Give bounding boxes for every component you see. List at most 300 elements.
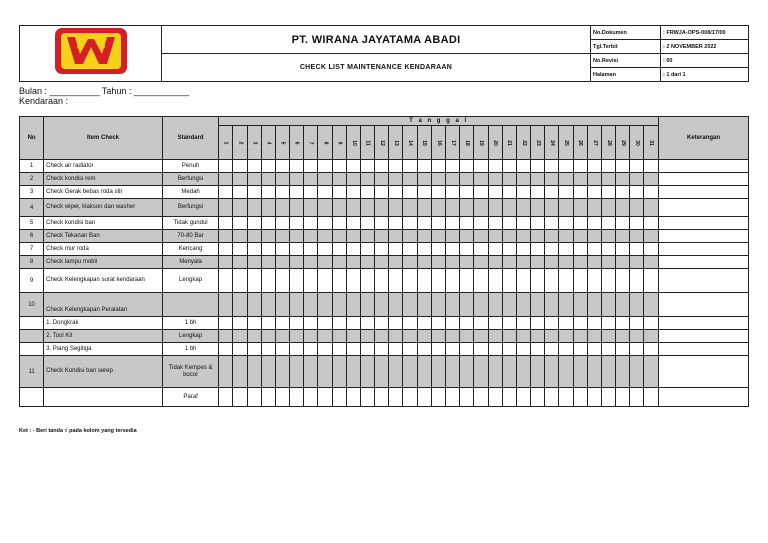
day-check-cell[interactable] [431, 330, 445, 343]
day-check-cell[interactable] [233, 343, 247, 356]
day-check-cell[interactable] [275, 269, 289, 293]
day-check-cell[interactable] [417, 217, 431, 230]
day-check-cell[interactable] [531, 293, 545, 317]
day-check-cell[interactable] [431, 388, 445, 407]
day-check-cell[interactable] [601, 230, 615, 243]
day-check-cell[interactable] [573, 186, 587, 199]
day-check-cell[interactable] [346, 356, 360, 388]
day-check-cell[interactable] [247, 269, 261, 293]
day-check-cell[interactable] [587, 269, 601, 293]
day-check-cell[interactable] [474, 199, 488, 217]
day-check-cell[interactable] [332, 256, 346, 269]
day-check-cell[interactable] [275, 199, 289, 217]
day-check-cell[interactable] [587, 330, 601, 343]
day-check-cell[interactable] [332, 343, 346, 356]
day-check-cell[interactable] [516, 160, 530, 173]
day-check-cell[interactable] [630, 330, 644, 343]
day-check-cell[interactable] [559, 269, 573, 293]
day-check-cell[interactable] [460, 269, 474, 293]
day-check-cell[interactable] [290, 173, 304, 186]
day-check-cell[interactable] [474, 256, 488, 269]
day-check-cell[interactable] [417, 173, 431, 186]
day-check-cell[interactable] [616, 217, 630, 230]
day-check-cell[interactable] [318, 217, 332, 230]
day-check-cell[interactable] [573, 256, 587, 269]
day-check-cell[interactable] [431, 173, 445, 186]
day-check-cell[interactable] [375, 230, 389, 243]
day-check-cell[interactable] [290, 269, 304, 293]
day-check-cell[interactable] [332, 173, 346, 186]
day-check-cell[interactable] [630, 356, 644, 388]
day-check-cell[interactable] [488, 160, 502, 173]
day-check-cell[interactable] [261, 230, 275, 243]
day-check-cell[interactable] [261, 356, 275, 388]
day-check-cell[interactable] [446, 230, 460, 243]
day-check-cell[interactable] [389, 173, 403, 186]
day-check-cell[interactable] [332, 293, 346, 317]
day-check-cell[interactable] [275, 160, 289, 173]
day-check-cell[interactable] [446, 160, 460, 173]
day-check-cell[interactable] [545, 160, 559, 173]
day-check-cell[interactable] [417, 343, 431, 356]
day-check-cell[interactable] [616, 293, 630, 317]
day-check-cell[interactable] [431, 243, 445, 256]
day-check-cell[interactable] [573, 356, 587, 388]
day-check-cell[interactable] [346, 160, 360, 173]
day-check-cell[interactable] [318, 317, 332, 330]
day-check-cell[interactable] [261, 199, 275, 217]
day-check-cell[interactable] [219, 173, 233, 186]
day-check-cell[interactable] [318, 293, 332, 317]
day-check-cell[interactable] [630, 160, 644, 173]
day-check-cell[interactable] [502, 343, 516, 356]
day-check-cell[interactable] [545, 293, 559, 317]
day-check-cell[interactable] [644, 330, 659, 343]
day-check-cell[interactable] [219, 186, 233, 199]
day-check-cell[interactable] [644, 269, 659, 293]
day-check-cell[interactable] [219, 356, 233, 388]
day-check-cell[interactable] [516, 293, 530, 317]
day-check-cell[interactable] [261, 160, 275, 173]
day-check-cell[interactable] [601, 317, 615, 330]
day-check-cell[interactable] [630, 230, 644, 243]
keterangan-cell[interactable] [659, 243, 749, 256]
day-check-cell[interactable] [346, 293, 360, 317]
day-check-cell[interactable] [460, 199, 474, 217]
day-check-cell[interactable] [318, 173, 332, 186]
day-check-cell[interactable] [403, 217, 417, 230]
day-check-cell[interactable] [531, 388, 545, 407]
day-check-cell[interactable] [417, 160, 431, 173]
day-check-cell[interactable] [304, 330, 318, 343]
day-check-cell[interactable] [587, 388, 601, 407]
day-check-cell[interactable] [601, 330, 615, 343]
day-check-cell[interactable] [403, 343, 417, 356]
day-check-cell[interactable] [502, 256, 516, 269]
day-check-cell[interactable] [332, 317, 346, 330]
keterangan-cell[interactable] [659, 269, 749, 293]
day-check-cell[interactable] [233, 199, 247, 217]
day-check-cell[interactable] [545, 269, 559, 293]
day-check-cell[interactable] [488, 388, 502, 407]
day-check-cell[interactable] [275, 256, 289, 269]
day-check-cell[interactable] [219, 256, 233, 269]
day-check-cell[interactable] [573, 269, 587, 293]
day-check-cell[interactable] [474, 217, 488, 230]
day-check-cell[interactable] [460, 243, 474, 256]
day-check-cell[interactable] [318, 343, 332, 356]
day-check-cell[interactable] [545, 356, 559, 388]
day-check-cell[interactable] [573, 343, 587, 356]
day-check-cell[interactable] [247, 330, 261, 343]
day-check-cell[interactable] [389, 160, 403, 173]
day-check-cell[interactable] [559, 243, 573, 256]
day-check-cell[interactable] [247, 199, 261, 217]
day-check-cell[interactable] [332, 217, 346, 230]
day-check-cell[interactable] [275, 293, 289, 317]
day-check-cell[interactable] [559, 330, 573, 343]
day-check-cell[interactable] [261, 343, 275, 356]
keterangan-cell[interactable] [659, 343, 749, 356]
day-check-cell[interactable] [318, 230, 332, 243]
day-check-cell[interactable] [644, 160, 659, 173]
day-check-cell[interactable] [375, 317, 389, 330]
day-check-cell[interactable] [474, 356, 488, 388]
day-check-cell[interactable] [360, 256, 374, 269]
day-check-cell[interactable] [403, 330, 417, 343]
day-check-cell[interactable] [531, 230, 545, 243]
day-check-cell[interactable] [488, 230, 502, 243]
day-check-cell[interactable] [488, 256, 502, 269]
day-check-cell[interactable] [219, 160, 233, 173]
day-check-cell[interactable] [233, 293, 247, 317]
day-check-cell[interactable] [573, 217, 587, 230]
day-check-cell[interactable] [275, 243, 289, 256]
day-check-cell[interactable] [360, 330, 374, 343]
day-check-cell[interactable] [360, 269, 374, 293]
day-check-cell[interactable] [290, 388, 304, 407]
day-check-cell[interactable] [559, 186, 573, 199]
day-check-cell[interactable] [318, 269, 332, 293]
day-check-cell[interactable] [630, 243, 644, 256]
day-check-cell[interactable] [403, 160, 417, 173]
day-check-cell[interactable] [290, 256, 304, 269]
day-check-cell[interactable] [460, 356, 474, 388]
day-check-cell[interactable] [516, 199, 530, 217]
day-check-cell[interactable] [516, 173, 530, 186]
day-check-cell[interactable] [460, 160, 474, 173]
day-check-cell[interactable] [360, 343, 374, 356]
keterangan-cell[interactable] [659, 217, 749, 230]
day-check-cell[interactable] [233, 256, 247, 269]
day-check-cell[interactable] [531, 330, 545, 343]
day-check-cell[interactable] [545, 199, 559, 217]
day-check-cell[interactable] [573, 230, 587, 243]
day-check-cell[interactable] [290, 356, 304, 388]
day-check-cell[interactable] [446, 330, 460, 343]
day-check-cell[interactable] [488, 356, 502, 388]
keterangan-cell[interactable] [659, 186, 749, 199]
day-check-cell[interactable] [630, 173, 644, 186]
day-check-cell[interactable] [474, 330, 488, 343]
day-check-cell[interactable] [275, 186, 289, 199]
day-check-cell[interactable] [389, 356, 403, 388]
day-check-cell[interactable] [446, 317, 460, 330]
day-check-cell[interactable] [460, 330, 474, 343]
day-check-cell[interactable] [247, 160, 261, 173]
day-check-cell[interactable] [502, 330, 516, 343]
day-check-cell[interactable] [389, 217, 403, 230]
day-check-cell[interactable] [460, 230, 474, 243]
day-check-cell[interactable] [559, 343, 573, 356]
day-check-cell[interactable] [318, 256, 332, 269]
day-check-cell[interactable] [601, 173, 615, 186]
day-check-cell[interactable] [573, 317, 587, 330]
day-check-cell[interactable] [488, 199, 502, 217]
day-check-cell[interactable] [360, 317, 374, 330]
day-check-cell[interactable] [318, 388, 332, 407]
day-check-cell[interactable] [233, 269, 247, 293]
day-check-cell[interactable] [431, 356, 445, 388]
day-check-cell[interactable] [587, 186, 601, 199]
day-check-cell[interactable] [219, 330, 233, 343]
day-check-cell[interactable] [360, 230, 374, 243]
day-check-cell[interactable] [431, 256, 445, 269]
day-check-cell[interactable] [332, 269, 346, 293]
day-check-cell[interactable] [360, 293, 374, 317]
day-check-cell[interactable] [502, 186, 516, 199]
day-check-cell[interactable] [601, 269, 615, 293]
day-check-cell[interactable] [474, 269, 488, 293]
day-check-cell[interactable] [616, 269, 630, 293]
day-check-cell[interactable] [460, 186, 474, 199]
day-check-cell[interactable] [417, 230, 431, 243]
day-check-cell[interactable] [531, 160, 545, 173]
day-check-cell[interactable] [346, 173, 360, 186]
day-check-cell[interactable] [346, 388, 360, 407]
day-check-cell[interactable] [545, 173, 559, 186]
day-check-cell[interactable] [616, 243, 630, 256]
day-check-cell[interactable] [587, 317, 601, 330]
day-check-cell[interactable] [304, 160, 318, 173]
day-check-cell[interactable] [275, 317, 289, 330]
day-check-cell[interactable] [417, 269, 431, 293]
day-check-cell[interactable] [290, 217, 304, 230]
day-check-cell[interactable] [304, 256, 318, 269]
day-check-cell[interactable] [488, 217, 502, 230]
day-check-cell[interactable] [417, 256, 431, 269]
day-check-cell[interactable] [516, 217, 530, 230]
day-check-cell[interactable] [332, 243, 346, 256]
day-check-cell[interactable] [545, 343, 559, 356]
day-check-cell[interactable] [375, 256, 389, 269]
day-check-cell[interactable] [247, 317, 261, 330]
day-check-cell[interactable] [516, 330, 530, 343]
day-check-cell[interactable] [644, 388, 659, 407]
day-check-cell[interactable] [290, 186, 304, 199]
day-check-cell[interactable] [601, 343, 615, 356]
day-check-cell[interactable] [573, 330, 587, 343]
day-check-cell[interactable] [261, 388, 275, 407]
day-check-cell[interactable] [275, 217, 289, 230]
day-check-cell[interactable] [474, 160, 488, 173]
day-check-cell[interactable] [630, 317, 644, 330]
day-check-cell[interactable] [630, 269, 644, 293]
day-check-cell[interactable] [247, 388, 261, 407]
day-check-cell[interactable] [644, 256, 659, 269]
day-check-cell[interactable] [502, 388, 516, 407]
day-check-cell[interactable] [545, 256, 559, 269]
day-check-cell[interactable] [346, 217, 360, 230]
day-check-cell[interactable] [389, 186, 403, 199]
day-check-cell[interactable] [290, 293, 304, 317]
day-check-cell[interactable] [545, 243, 559, 256]
day-check-cell[interactable] [531, 186, 545, 199]
day-check-cell[interactable] [545, 230, 559, 243]
day-check-cell[interactable] [304, 186, 318, 199]
day-check-cell[interactable] [417, 388, 431, 407]
day-check-cell[interactable] [446, 388, 460, 407]
day-check-cell[interactable] [233, 230, 247, 243]
day-check-cell[interactable] [233, 388, 247, 407]
day-check-cell[interactable] [630, 199, 644, 217]
keterangan-cell[interactable] [659, 256, 749, 269]
day-check-cell[interactable] [261, 330, 275, 343]
day-check-cell[interactable] [403, 173, 417, 186]
day-check-cell[interactable] [488, 330, 502, 343]
day-check-cell[interactable] [403, 317, 417, 330]
day-check-cell[interactable] [531, 356, 545, 388]
day-check-cell[interactable] [332, 160, 346, 173]
day-check-cell[interactable] [644, 173, 659, 186]
day-check-cell[interactable] [261, 243, 275, 256]
day-check-cell[interactable] [460, 256, 474, 269]
day-check-cell[interactable] [446, 343, 460, 356]
day-check-cell[interactable] [545, 388, 559, 407]
day-check-cell[interactable] [360, 199, 374, 217]
day-check-cell[interactable] [360, 217, 374, 230]
day-check-cell[interactable] [375, 160, 389, 173]
day-check-cell[interactable] [446, 269, 460, 293]
day-check-cell[interactable] [375, 293, 389, 317]
day-check-cell[interactable] [460, 293, 474, 317]
day-check-cell[interactable] [431, 186, 445, 199]
day-check-cell[interactable] [516, 256, 530, 269]
day-check-cell[interactable] [446, 186, 460, 199]
day-check-cell[interactable] [460, 173, 474, 186]
day-check-cell[interactable] [318, 330, 332, 343]
day-check-cell[interactable] [403, 199, 417, 217]
day-check-cell[interactable] [261, 293, 275, 317]
day-check-cell[interactable] [616, 356, 630, 388]
day-check-cell[interactable] [332, 388, 346, 407]
day-check-cell[interactable] [403, 230, 417, 243]
day-check-cell[interactable] [559, 317, 573, 330]
day-check-cell[interactable] [516, 186, 530, 199]
day-check-cell[interactable] [502, 269, 516, 293]
day-check-cell[interactable] [389, 317, 403, 330]
day-check-cell[interactable] [502, 293, 516, 317]
day-check-cell[interactable] [375, 330, 389, 343]
day-check-cell[interactable] [389, 330, 403, 343]
day-check-cell[interactable] [346, 199, 360, 217]
day-check-cell[interactable] [403, 186, 417, 199]
day-check-cell[interactable] [233, 317, 247, 330]
day-check-cell[interactable] [488, 317, 502, 330]
day-check-cell[interactable] [460, 343, 474, 356]
day-check-cell[interactable] [587, 160, 601, 173]
day-check-cell[interactable] [318, 356, 332, 388]
day-check-cell[interactable] [474, 293, 488, 317]
day-check-cell[interactable] [601, 160, 615, 173]
day-check-cell[interactable] [616, 199, 630, 217]
day-check-cell[interactable] [275, 356, 289, 388]
day-check-cell[interactable] [431, 343, 445, 356]
day-check-cell[interactable] [318, 186, 332, 199]
day-check-cell[interactable] [389, 256, 403, 269]
day-check-cell[interactable] [630, 388, 644, 407]
day-check-cell[interactable] [261, 173, 275, 186]
day-check-cell[interactable] [502, 173, 516, 186]
day-check-cell[interactable] [545, 330, 559, 343]
day-check-cell[interactable] [261, 217, 275, 230]
day-check-cell[interactable] [290, 317, 304, 330]
day-check-cell[interactable] [616, 186, 630, 199]
day-check-cell[interactable] [417, 186, 431, 199]
day-check-cell[interactable] [417, 293, 431, 317]
day-check-cell[interactable] [275, 230, 289, 243]
day-check-cell[interactable] [516, 243, 530, 256]
day-check-cell[interactable] [275, 388, 289, 407]
day-check-cell[interactable] [375, 199, 389, 217]
day-check-cell[interactable] [233, 217, 247, 230]
day-check-cell[interactable] [431, 217, 445, 230]
day-check-cell[interactable] [573, 199, 587, 217]
day-check-cell[interactable] [389, 243, 403, 256]
day-check-cell[interactable] [332, 186, 346, 199]
day-check-cell[interactable] [219, 243, 233, 256]
day-check-cell[interactable] [559, 217, 573, 230]
day-check-cell[interactable] [346, 256, 360, 269]
day-check-cell[interactable] [587, 230, 601, 243]
day-check-cell[interactable] [474, 243, 488, 256]
day-check-cell[interactable] [531, 256, 545, 269]
keterangan-cell[interactable] [659, 293, 749, 317]
day-check-cell[interactable] [446, 217, 460, 230]
day-check-cell[interactable] [587, 356, 601, 388]
day-check-cell[interactable] [601, 199, 615, 217]
keterangan-cell[interactable] [659, 173, 749, 186]
day-check-cell[interactable] [389, 269, 403, 293]
day-check-cell[interactable] [545, 186, 559, 199]
day-check-cell[interactable] [446, 243, 460, 256]
day-check-cell[interactable] [261, 256, 275, 269]
day-check-cell[interactable] [247, 293, 261, 317]
day-check-cell[interactable] [630, 217, 644, 230]
day-check-cell[interactable] [587, 243, 601, 256]
day-check-cell[interactable] [261, 317, 275, 330]
day-check-cell[interactable] [332, 356, 346, 388]
day-check-cell[interactable] [644, 217, 659, 230]
day-check-cell[interactable] [219, 269, 233, 293]
day-check-cell[interactable] [431, 317, 445, 330]
day-check-cell[interactable] [446, 199, 460, 217]
day-check-cell[interactable] [389, 230, 403, 243]
day-check-cell[interactable] [346, 343, 360, 356]
keterangan-cell[interactable] [659, 160, 749, 173]
day-check-cell[interactable] [644, 293, 659, 317]
day-check-cell[interactable] [375, 356, 389, 388]
